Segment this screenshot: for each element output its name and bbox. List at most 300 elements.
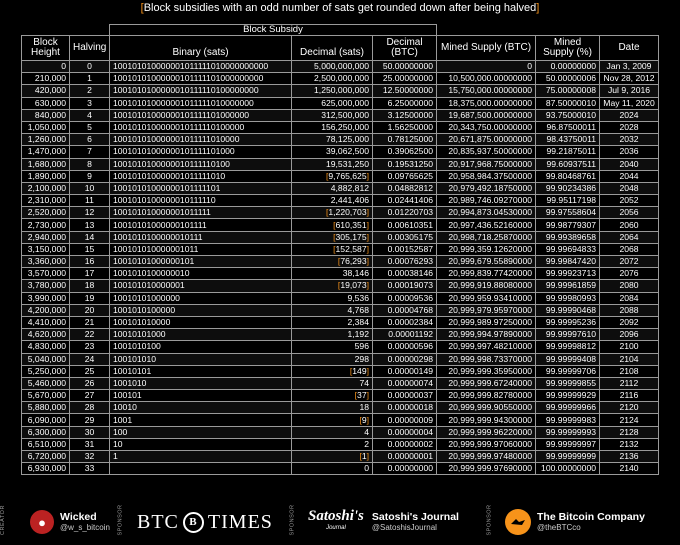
odd-bracket-close: ] xyxy=(366,365,369,376)
cell-date: 2048 xyxy=(600,182,659,194)
cell-date: 2104 xyxy=(600,353,659,365)
cell-decimal-btc: 0.78125000 xyxy=(373,134,437,146)
cell-decimal-sats xyxy=(292,243,373,255)
cell-halving: 16 xyxy=(70,256,110,268)
bitcoin-coin-icon: B xyxy=(183,512,204,533)
cell-decimal-sats xyxy=(292,390,373,402)
cell-decimal-btc: 0.00305175 xyxy=(373,231,437,243)
cell-halving: 1 xyxy=(70,73,110,85)
odd-subsidy-value: 9 xyxy=(361,414,367,425)
subsidy-table-wrapper xyxy=(21,24,658,475)
cell-mined-pct: 96.87500011 xyxy=(536,121,600,133)
cell-decimal-btc: 0.00000149 xyxy=(373,365,437,377)
cell-binary: 100101010000001 xyxy=(110,280,292,292)
cell-mined-pct: 100.00000000 xyxy=(536,463,600,475)
cell-mined-supply: 20,997,436.52160000 xyxy=(437,219,536,231)
cell-mined-supply: 20,999,679.55890000 xyxy=(437,256,536,268)
cell-binary: 10010101000000101111101000 xyxy=(110,146,292,158)
cell-date: 2116 xyxy=(600,390,659,402)
cell-decimal-btc: 0.19531250 xyxy=(373,158,437,170)
cell-mined-pct: 99.99998812 xyxy=(536,341,600,353)
cell-date: 2072 xyxy=(600,256,659,268)
odd-bracket-open: [ xyxy=(354,390,358,401)
btc-times-logo xyxy=(137,499,273,545)
cell-halving: 10 xyxy=(70,182,110,194)
cell-halving: 7 xyxy=(70,146,110,158)
table-row xyxy=(22,243,659,255)
creator-label: CREATOR xyxy=(0,505,6,535)
cell-binary: 100101010000001011111010 xyxy=(110,170,292,182)
cell-date: May 11, 2020 xyxy=(600,97,659,109)
cell-halving: 17 xyxy=(70,268,110,280)
cell-block-height: 840,000 xyxy=(22,109,70,121)
cell-block-height: 5,250,000 xyxy=(22,365,70,377)
cell-date: 2100 xyxy=(600,341,659,353)
cell-binary: 1001010100000 xyxy=(110,304,292,316)
cell-binary: 1001010100000010111 xyxy=(110,231,292,243)
cell-mined-supply: 20,917,968.75000000 xyxy=(437,158,536,170)
satoshis-journal-name: Satoshi's Journal xyxy=(371,511,459,523)
table-row xyxy=(22,316,659,328)
cell-block-height: 1,260,000 xyxy=(22,134,70,146)
subsidy-table xyxy=(21,24,659,475)
cell-halving: 29 xyxy=(70,414,110,426)
col-header-block-height: Block Height xyxy=(22,36,70,61)
cell-block-height: 1,470,000 xyxy=(22,146,70,158)
cell-mined-supply: 20,999,989.97250000 xyxy=(437,316,536,328)
cell-mined-pct: 99.99999999 xyxy=(536,451,600,463)
cell-decimal-btc: 0.00009536 xyxy=(373,292,437,304)
cell-block-height: 5,880,000 xyxy=(22,402,70,414)
cell-decimal-sats xyxy=(292,170,373,182)
table-row xyxy=(22,451,659,463)
cell-block-height: 4,410,000 xyxy=(22,316,70,328)
cell-binary: 1001010100000010 xyxy=(110,268,292,280)
footer xyxy=(0,499,680,545)
cell-block-height: 5,460,000 xyxy=(22,377,70,389)
creator-handle: @w_s_bitcoin xyxy=(60,523,110,532)
cell-decimal-sats: 625,000,000 xyxy=(292,97,373,109)
cell-binary: 1001010 xyxy=(110,377,292,389)
cell-mined-pct: 87.50000010 xyxy=(536,97,600,109)
cell-halving: 20 xyxy=(70,304,110,316)
table-row xyxy=(22,134,659,146)
cell-binary: 1001010100 xyxy=(110,341,292,353)
cell-decimal-btc: 0.00038146 xyxy=(373,268,437,280)
cell-decimal-btc: 3.12500000 xyxy=(373,109,437,121)
cell-halving: 23 xyxy=(70,341,110,353)
cell-decimal-btc: 0.00000298 xyxy=(373,353,437,365)
title-bracket-close: ] xyxy=(536,2,540,14)
table-row xyxy=(22,170,659,182)
cell-decimal-sats xyxy=(292,451,373,463)
odd-bracket-close: ] xyxy=(366,414,369,425)
cell-mined-supply: 20,835,937.50000000 xyxy=(437,146,536,158)
cell-decimal-btc: 6.25000000 xyxy=(373,97,437,109)
table-row xyxy=(22,329,659,341)
cell-decimal-btc: 0.00001192 xyxy=(373,329,437,341)
table-row xyxy=(22,292,659,304)
cell-decimal-btc: 0.00610351 xyxy=(373,219,437,231)
cell-date: 2040 xyxy=(600,158,659,170)
satoshis-journal-logo: Satoshi's Journal xyxy=(308,508,364,531)
satoshis-journal-handle: @SatoshisJournal xyxy=(371,523,437,532)
cell-binary: 10010101000 xyxy=(110,329,292,341)
odd-subsidy-value: 19,073 xyxy=(340,280,367,291)
bitcoin-company-icon xyxy=(505,509,531,535)
cell-mined-supply: 20,999,997.48210000 xyxy=(437,341,536,353)
cell-mined-pct: 99.90234386 xyxy=(536,182,600,194)
cell-decimal-sats: 4 xyxy=(292,426,373,438)
cell-block-height: 3,780,000 xyxy=(22,280,70,292)
cell-date: Jul 9, 2016 xyxy=(600,85,659,97)
cell-mined-supply: 20,999,999.67240000 xyxy=(437,377,536,389)
cell-block-height: 2,730,000 xyxy=(22,219,70,231)
cell-date: 2136 xyxy=(600,451,659,463)
cell-mined-pct: 99.97558604 xyxy=(536,207,600,219)
cell-date: 2096 xyxy=(600,329,659,341)
odd-bracket-close: ] xyxy=(366,280,369,291)
cell-block-height: 630,000 xyxy=(22,97,70,109)
cell-decimal-sats: 9,536 xyxy=(292,292,373,304)
cell-decimal-sats xyxy=(292,231,373,243)
cell-mined-supply: 20,999,999.35950000 xyxy=(437,365,536,377)
cell-block-height: 2,100,000 xyxy=(22,182,70,194)
cell-date: 2068 xyxy=(600,243,659,255)
cell-date: 2060 xyxy=(600,219,659,231)
cell-halving: 22 xyxy=(70,329,110,341)
cell-mined-supply: 20,999,999.94300000 xyxy=(437,414,536,426)
cell-halving: 12 xyxy=(70,207,110,219)
cell-mined-supply: 20,999,919.88080000 xyxy=(437,280,536,292)
cell-halving: 19 xyxy=(70,292,110,304)
cell-mined-pct: 99.99999929 xyxy=(536,390,600,402)
page-title xyxy=(0,2,680,14)
cell-decimal-btc: 0.01220703 xyxy=(373,207,437,219)
cell-mined-supply: 20,999,998.73370000 xyxy=(437,353,536,365)
cell-block-height: 1,890,000 xyxy=(22,170,70,182)
cell-halving: 14 xyxy=(70,231,110,243)
cell-mined-pct: 99.99995236 xyxy=(536,316,600,328)
cell-halving: 15 xyxy=(70,243,110,255)
sponsor-label-1: SPONSOR xyxy=(117,504,124,536)
cell-mined-pct: 99.99990468 xyxy=(536,304,600,316)
cell-mined-supply: 20,999,999.97690000 xyxy=(437,463,536,475)
cell-binary: 10010101000000101 xyxy=(110,256,292,268)
cell-halving: 6 xyxy=(70,134,110,146)
cell-mined-supply: 20,343,750.00000000 xyxy=(437,121,536,133)
cell-decimal-sats xyxy=(292,280,373,292)
cell-mined-pct: 99.99997610 xyxy=(536,329,600,341)
cell-decimal-sats: 39,062,500 xyxy=(292,146,373,158)
cell-block-height: 6,510,000 xyxy=(22,438,70,450)
col-header-decimal-btc: Decimal (BTC) xyxy=(373,36,437,61)
cell-mined-supply: 20,999,979.95970000 xyxy=(437,304,536,316)
cell-binary: 100101010000001011111010000000 xyxy=(110,97,292,109)
cell-binary: 1 xyxy=(110,451,292,463)
cell-block-height: 6,090,000 xyxy=(22,414,70,426)
cell-date: 2056 xyxy=(600,207,659,219)
cell-halving: 32 xyxy=(70,451,110,463)
cell-date: 2032 xyxy=(600,134,659,146)
odd-bracket-open: [ xyxy=(325,170,329,181)
cell-mined-pct: 0.00000000 xyxy=(536,61,600,73)
cell-decimal-btc: 0.39062500 xyxy=(373,146,437,158)
cell-date: 2036 xyxy=(600,146,659,158)
cell-binary: 100101010000001011111 xyxy=(110,207,292,219)
cell-decimal-sats: 2,384 xyxy=(292,316,373,328)
cell-date: 2076 xyxy=(600,268,659,280)
cell-decimal-sats: 1,192 xyxy=(292,329,373,341)
table-row xyxy=(22,438,659,450)
cell-binary: 100101010000001011 xyxy=(110,243,292,255)
cell-decimal-sats xyxy=(292,256,373,268)
cell-binary: 100101 xyxy=(110,390,292,402)
cell-mined-pct: 99.99999706 xyxy=(536,365,600,377)
group-header-block-subsidy: Block Subsidy xyxy=(110,25,437,36)
cell-decimal-sats: 312,500,000 xyxy=(292,109,373,121)
cell-decimal-btc: 25.00000000 xyxy=(373,73,437,85)
col-header-decimal-sats: Decimal (sats) xyxy=(292,36,373,61)
cell-mined-supply: 20,998,718.25870000 xyxy=(437,231,536,243)
cell-binary: 10010101 xyxy=(110,365,292,377)
odd-subsidy-value: 1 xyxy=(361,451,367,462)
cell-decimal-sats: 2,500,000,000 xyxy=(292,73,373,85)
cell-halving: 5 xyxy=(70,121,110,133)
table-row xyxy=(22,61,659,73)
cell-binary: 1001010100000010111110100 xyxy=(110,158,292,170)
cell-decimal-btc: 0.00000037 xyxy=(373,390,437,402)
cell-mined-supply: 20,999,994.97890000 xyxy=(437,329,536,341)
cell-mined-pct: 99.99961859 xyxy=(536,280,600,292)
odd-subsidy-value: 152,587 xyxy=(335,243,367,254)
cell-decimal-btc: 0.00000001 xyxy=(373,451,437,463)
odd-bracket-close: ] xyxy=(366,170,369,181)
cell-halving: 25 xyxy=(70,365,110,377)
cell-date: Jan 3, 2009 xyxy=(600,61,659,73)
cell-decimal-sats xyxy=(292,219,373,231)
table-row xyxy=(22,390,659,402)
table-row xyxy=(22,365,659,377)
cell-decimal-sats: 4,882,812 xyxy=(292,182,373,194)
odd-subsidy-value: 305,175 xyxy=(335,231,367,242)
odd-bracket-open: [ xyxy=(333,219,336,230)
odd-bracket-open: [ xyxy=(337,256,341,267)
table-row xyxy=(22,426,659,438)
odd-subsidy-value: 149 xyxy=(352,365,367,376)
cell-binary: 10010 xyxy=(110,402,292,414)
cell-decimal-sats xyxy=(292,207,373,219)
cell-mined-supply: 20,994,873.04530000 xyxy=(437,207,536,219)
cell-mined-pct: 98.43750011 xyxy=(536,134,600,146)
cell-halving: 2 xyxy=(70,85,110,97)
cell-block-height: 4,200,000 xyxy=(22,304,70,316)
cell-mined-pct: 99.99999997 xyxy=(536,438,600,450)
title-text: Block subsidies with an odd number of sats get rounded down after being halved xyxy=(143,2,537,14)
cell-block-height: 2,940,000 xyxy=(22,231,70,243)
table-row xyxy=(22,402,659,414)
odd-bracket-open: [ xyxy=(359,414,362,425)
cell-block-height: 4,830,000 xyxy=(22,341,70,353)
odd-bracket-open: [ xyxy=(333,231,336,242)
cell-decimal-sats: 18 xyxy=(292,402,373,414)
table-row xyxy=(22,85,659,97)
cell-date: 2028 xyxy=(600,121,659,133)
cell-decimal-sats: 78,125,000 xyxy=(292,134,373,146)
cell-binary: 1001010100000010111110 xyxy=(110,195,292,207)
cell-halving: 9 xyxy=(70,170,110,182)
odd-subsidy-value: 76,293 xyxy=(340,256,367,267)
cell-mined-supply: 15,750,000.00000000 xyxy=(437,85,536,97)
cell-halving: 27 xyxy=(70,390,110,402)
cell-halving: 13 xyxy=(70,219,110,231)
cell-binary: 10010101000000 xyxy=(110,292,292,304)
cell-decimal-btc: 0.00000018 xyxy=(373,402,437,414)
cell-date: Nov 28, 2012 xyxy=(600,73,659,85)
cell-halving: 26 xyxy=(70,377,110,389)
odd-bracket-open: [ xyxy=(337,280,341,291)
cell-mined-pct: 99.99694833 xyxy=(536,243,600,255)
cell-decimal-sats: 19,531,250 xyxy=(292,158,373,170)
cell-binary: 100101010000 xyxy=(110,316,292,328)
cell-mined-supply: 19,687,500.00000000 xyxy=(437,109,536,121)
cell-binary: 10010101000000101111101 xyxy=(110,182,292,194)
cell-block-height: 3,360,000 xyxy=(22,256,70,268)
table-row xyxy=(22,377,659,389)
cell-binary: 10010101000000101111101000000000 xyxy=(110,73,292,85)
cell-block-height: 5,040,000 xyxy=(22,353,70,365)
cell-halving: 28 xyxy=(70,402,110,414)
table-row xyxy=(22,207,659,219)
col-header-mined-pct: Mined Supply (%) xyxy=(536,36,600,61)
cell-date: 2124 xyxy=(600,414,659,426)
odd-subsidy-value: 37 xyxy=(357,390,367,401)
odd-bracket-close: ] xyxy=(366,231,369,242)
cell-mined-pct: 99.99999966 xyxy=(536,402,600,414)
cell-halving: 21 xyxy=(70,316,110,328)
odd-bracket-open: [ xyxy=(359,451,362,462)
table-row xyxy=(22,182,659,194)
table-row xyxy=(22,341,659,353)
cell-mined-pct: 99.99847420 xyxy=(536,256,600,268)
cell-block-height: 4,620,000 xyxy=(22,329,70,341)
cell-mined-pct: 75.00000008 xyxy=(536,85,600,97)
odd-subsidy-value: 9,765,625 xyxy=(328,170,367,181)
cell-mined-pct: 99.99999408 xyxy=(536,353,600,365)
title-bracket-open: [ xyxy=(140,2,144,14)
cell-block-height: 210,000 xyxy=(22,73,70,85)
cell-mined-pct: 93.75000010 xyxy=(536,109,600,121)
cell-mined-pct: 99.99999993 xyxy=(536,426,600,438)
cell-date: 2128 xyxy=(600,426,659,438)
cell-block-height: 5,670,000 xyxy=(22,390,70,402)
table-row xyxy=(22,463,659,475)
cell-decimal-sats: 0 xyxy=(292,463,373,475)
table-row xyxy=(22,353,659,365)
cell-date: 2140 xyxy=(600,463,659,475)
cell-decimal-btc: 0.00076293 xyxy=(373,256,437,268)
cell-mined-pct: 99.99923713 xyxy=(536,268,600,280)
cell-binary xyxy=(110,463,292,475)
cell-mined-supply: 20,999,999.96220000 xyxy=(437,426,536,438)
cell-halving: 18 xyxy=(70,280,110,292)
col-header-binary: Binary (sats) xyxy=(110,36,292,61)
cell-binary: 1001010100000010111110100000000 xyxy=(110,85,292,97)
cell-halving: 8 xyxy=(70,158,110,170)
odd-subsidy-value: 610,351 xyxy=(335,219,367,230)
cell-mined-supply: 20,999,999.97480000 xyxy=(437,451,536,463)
cell-date: 2044 xyxy=(600,170,659,182)
table-row xyxy=(22,73,659,85)
cell-date: 2088 xyxy=(600,304,659,316)
cell-decimal-btc: 0.00000009 xyxy=(373,414,437,426)
cell-mined-supply: 20,999,839.77420000 xyxy=(437,268,536,280)
col-header-mined-supply: Mined Supply (BTC) xyxy=(437,36,536,61)
cell-mined-pct: 99.98779307 xyxy=(536,219,600,231)
bitcoin-company-name: The Bitcoin Company xyxy=(537,511,645,523)
cell-decimal-sats xyxy=(292,365,373,377)
cell-decimal-sats: 2,441,406 xyxy=(292,195,373,207)
cell-decimal-sats: 298 xyxy=(292,353,373,365)
group-header-row xyxy=(22,25,659,36)
cell-date: 2052 xyxy=(600,195,659,207)
cell-binary: 1001010100000010111110100000 xyxy=(110,121,292,133)
bitcoin-company-handle: @theBTCco xyxy=(537,523,581,532)
cell-halving: 33 xyxy=(70,463,110,475)
cell-binary: 100101010 xyxy=(110,353,292,365)
cell-decimal-sats: 2 xyxy=(292,438,373,450)
cell-mined-supply: 18,375,000.00000000 xyxy=(437,97,536,109)
cell-halving: 30 xyxy=(70,426,110,438)
cell-decimal-btc: 0.00152587 xyxy=(373,243,437,255)
cell-mined-supply: 20,671,875.00000000 xyxy=(437,134,536,146)
cell-mined-supply: 20,999,359.12620000 xyxy=(437,243,536,255)
cell-mined-supply: 20,958,984.37500000 xyxy=(437,170,536,182)
cell-mined-pct: 99.99980993 xyxy=(536,292,600,304)
col-header-halving: Halving xyxy=(70,36,110,61)
cell-block-height: 420,000 xyxy=(22,85,70,97)
odd-bracket-close: ] xyxy=(366,390,369,401)
table-row xyxy=(22,109,659,121)
btc-times-right: TIMES xyxy=(207,510,273,533)
cell-date: 2084 xyxy=(600,292,659,304)
odd-bracket-close: ] xyxy=(366,256,369,267)
cell-binary: 10010101000000101111 xyxy=(110,219,292,231)
cell-block-height: 1,680,000 xyxy=(22,158,70,170)
table-row xyxy=(22,146,659,158)
cell-decimal-btc: 0.09765625 xyxy=(373,170,437,182)
cell-binary: 100 xyxy=(110,426,292,438)
odd-subsidy-value: 1,220,703 xyxy=(328,207,367,218)
cell-binary: 100101010000001011111010000 xyxy=(110,134,292,146)
cell-decimal-sats: 5,000,000,000 xyxy=(292,61,373,73)
cell-mined-pct: 99.99389658 xyxy=(536,231,600,243)
cell-mined-pct: 50.00000006 xyxy=(536,73,600,85)
cell-date: 2112 xyxy=(600,377,659,389)
cell-mined-pct: 99.60937511 xyxy=(536,158,600,170)
cell-decimal-btc: 0.00000004 xyxy=(373,426,437,438)
cell-mined-supply: 10,500,000.00000000 xyxy=(437,73,536,85)
cell-block-height: 6,300,000 xyxy=(22,426,70,438)
cell-mined-supply: 20,989,746.09270000 xyxy=(437,195,536,207)
cell-decimal-btc: 1.56250000 xyxy=(373,121,437,133)
cell-mined-pct: 99.80468761 xyxy=(536,170,600,182)
cell-halving: 0 xyxy=(70,61,110,73)
cell-decimal-btc: 0.00002384 xyxy=(373,316,437,328)
cell-decimal-sats: 596 xyxy=(292,341,373,353)
cell-date: 2080 xyxy=(600,280,659,292)
cell-halving: 4 xyxy=(70,109,110,121)
